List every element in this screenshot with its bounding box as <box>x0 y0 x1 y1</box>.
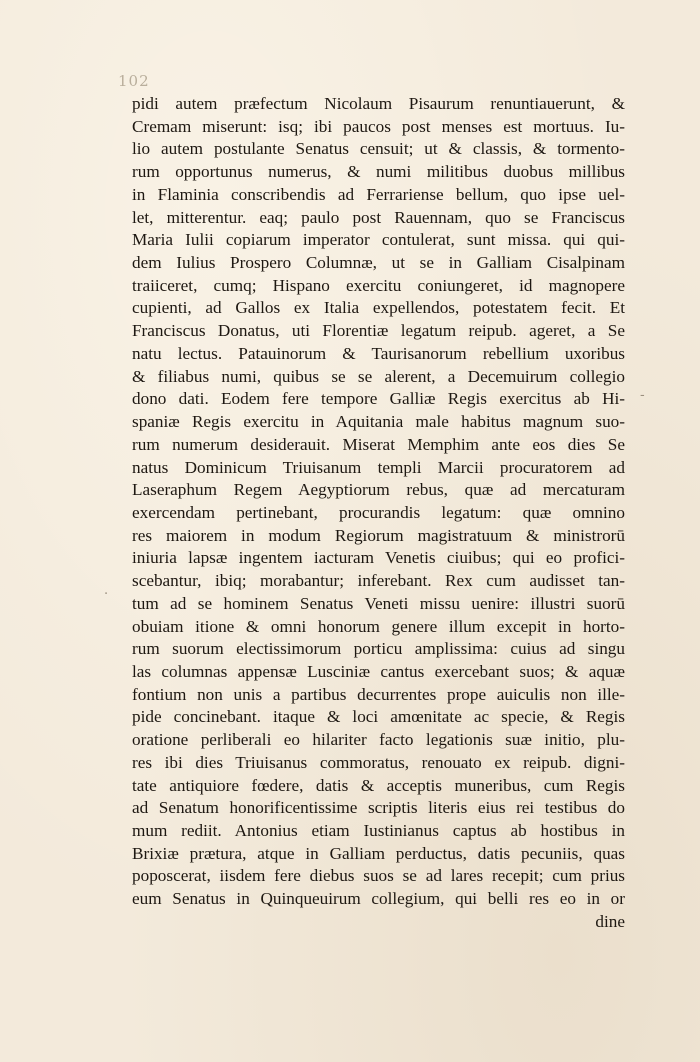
text-line: pide concinebant. itaque & loci amœnitate ac specie, & Regis <box>132 707 625 727</box>
text-line: & filiabus numi, quibus se se alerent, a Decemuirum collegio <box>132 366 625 386</box>
text-line: natus Dominicum Triuisanum templi Marcii procuratorem ad <box>132 457 625 477</box>
text-line: tate antiquiore fœdere, datis & acceptis muneribus, cum Regis <box>132 775 625 795</box>
text-line: rum numerum desiderauit. Miserat Memphim ante eos dies Se <box>132 434 625 454</box>
text-line: cupienti, ad Gallos ex Italia expellendos, potestatem fecit. Et <box>132 298 625 318</box>
text-line: Franciscus Donatus, uti Florentiæ legatum reipub. ageret, a Se <box>132 321 625 341</box>
text-line: in Flaminia conscribendis ad Ferrariense bellum, quo ipse uel- <box>132 184 625 204</box>
text-line: iniuria lapsæ ingentem iacturam Venetis ciuibus; qui eo profici- <box>132 548 625 568</box>
text-line: traiiceret, cumq; Hispano exercitu coniungeret, id magnopere <box>132 275 625 295</box>
text-line: Brixiæ prætura, atque in Galliam perductus, datis pecuniis, quas <box>132 843 625 863</box>
text-line: oratione perliberali eo hilariter facto legationis suæ initio, plu- <box>132 730 625 750</box>
text-line: mum rediit. Antonius etiam Iustinianus captus ab hostibus in <box>132 821 625 840</box>
text-line: ad Senatum honorificentissime scriptis literis eius rei testibus do <box>132 798 625 818</box>
text-line: las columnas appensæ Lusciniæ cantus exercebant suos; & aquæ <box>132 661 625 681</box>
folio-number: 102 <box>118 72 150 90</box>
text-line: natu lectus. Patauinorum & Taurisanorum rebellium uxoribus <box>132 343 625 363</box>
margin-mark: - <box>640 388 645 403</box>
margin-mark: . <box>104 583 109 598</box>
text-line: dono dati. Eodem fere tempore Galliæ Regis exercitus ab Hi- <box>132 389 625 409</box>
text-line: res ibi dies Triuisanus commoratus, renouato ex reipub. digni- <box>132 752 625 772</box>
text-line: fontium non unis a partibus decurrentes prope auiculis non ille- <box>132 684 625 704</box>
text-line: obuiam itione & omni honorum genere illum excepit in horto- <box>132 616 625 636</box>
text-block <box>132 93 625 934</box>
text-line: res maiorem in modum Regiorum magistratuum & ministrorū <box>132 525 625 545</box>
text-line: dem Iulius Prospero Columnæ, ut se in Galliam Cisalpinam <box>132 253 625 273</box>
text-line: Laseraphum Regem Aegyptiorum rebus, quæ ad mercaturam <box>132 480 625 500</box>
text-line: exercendam pertinebant, procurandis legatum: quæ omnino <box>132 502 625 522</box>
text-line: let, mitterentur. eaq; paulo post Rauennam, quo se Franciscus <box>132 207 625 227</box>
text-line: rum opportunus numerus, & numi militibus duobus millibus <box>132 162 625 182</box>
text-line: dine <box>595 911 625 931</box>
text-line: spaniæ Regis exercitu in Aquitania male habitus magnum suo- <box>132 412 625 432</box>
text-line: Maria Iulii copiarum imperator contulerat, sunt missa. qui qui- <box>132 230 625 250</box>
text-line: pidi autem præfectum Nicolaum Pisaurum renuntiauerunt, & <box>132 94 625 113</box>
text-line: lio autem postulante Senatus censuit; ut & classis, & tormento- <box>132 139 625 159</box>
text-line: Cremam miserunt: isq; ibi paucos post menses est mortuus. Iu- <box>132 116 625 136</box>
text-line: scebantur, ibiq; morabantur; inferebant. Rex cum audisset tan- <box>132 571 625 591</box>
text-line: poposcerat, iisdem fere diebus suos se ad lares recepit; cum prius <box>132 866 625 886</box>
text-line: rum suorum electissimorum porticu amplissima: cuius ad singu <box>132 639 625 659</box>
text-line: eum Senatus in Quinqueuirum collegium, qui belli res eo in or <box>132 889 625 909</box>
text-line: tum ad se hominem Senatus Veneti missu uenire: illustri suorū <box>132 593 625 613</box>
